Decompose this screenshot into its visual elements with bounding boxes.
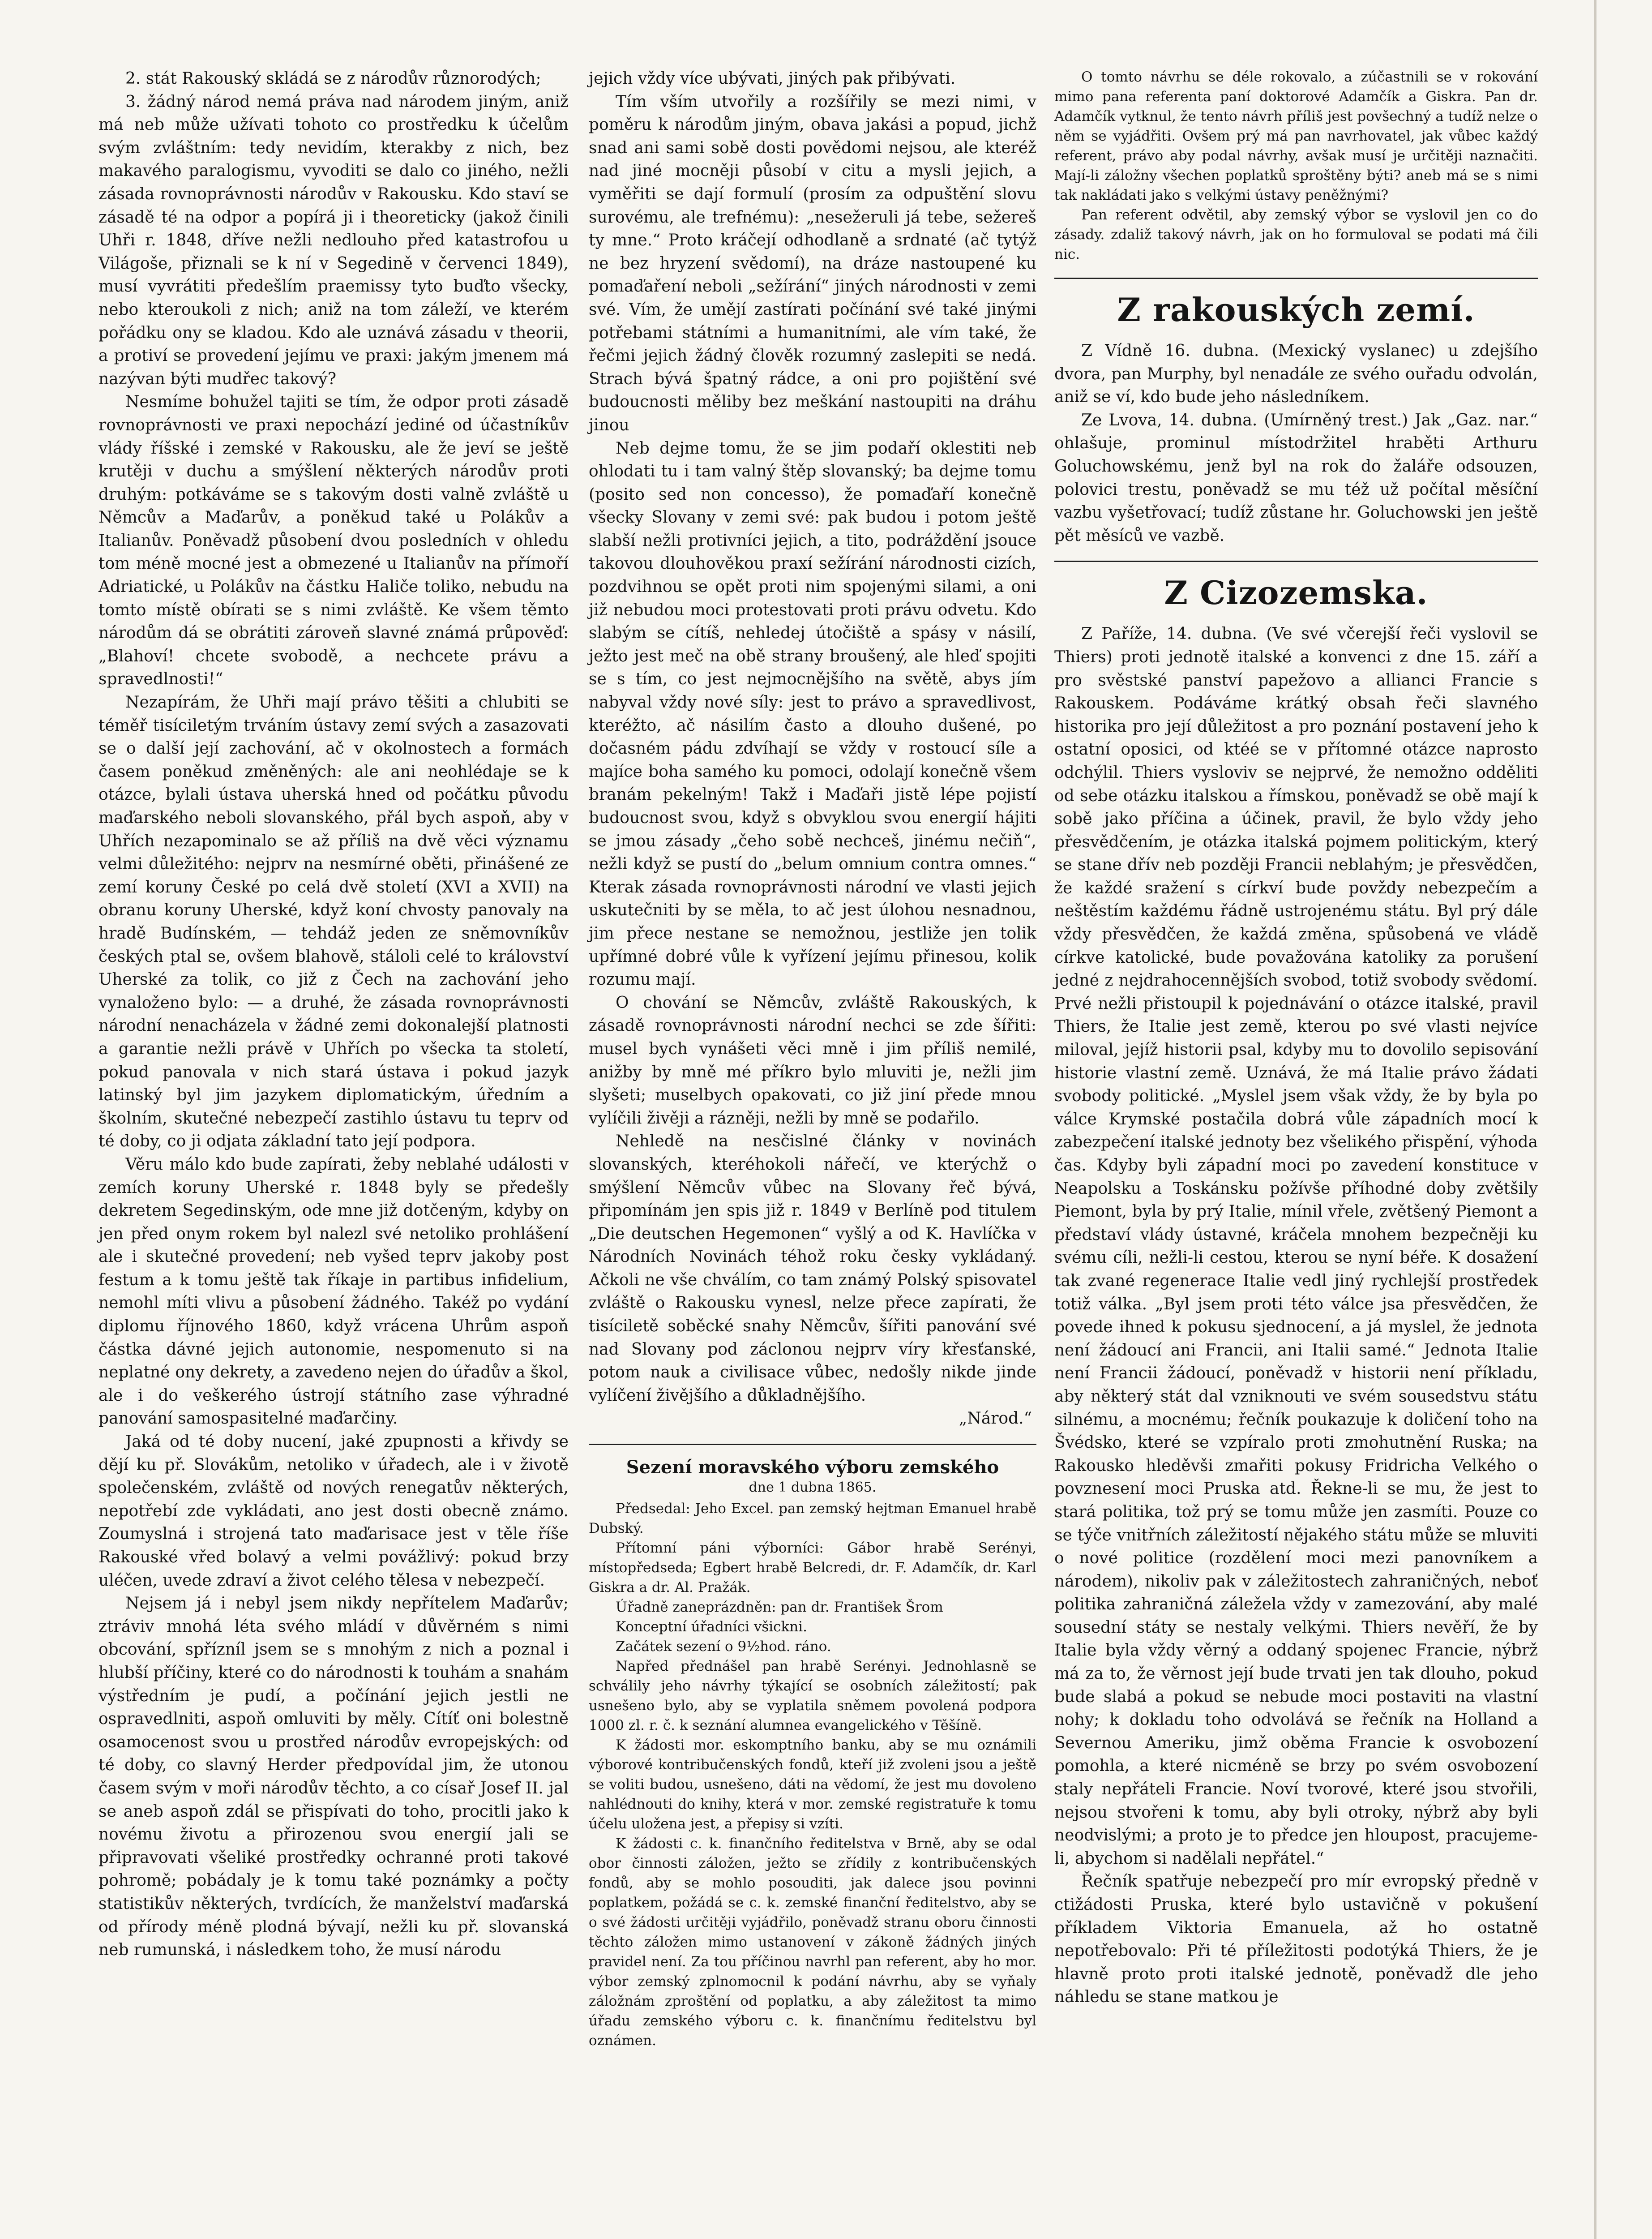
- paragraph: O chování se Němcův, zvláště Rakouských, k zásadě rovnoprávnosti národní nechci se zde šířiti: musel bych vynášeti věci mně i jim příliš nemilé, anižby by mně mé příkro bylo mluviti je, nežli jim slyšeti; muselbych opakovati, co již jiní přede mnou vylíčili živěji a rázněji, nežli by mně se podařilo.: [589, 993, 1036, 1128]
- paragraph: Začátek sezení o 9½hod. ráno.: [616, 1639, 831, 1655]
- paragraph: Přítomní páni výborníci: Gábor hrabě Serényi, místopředseda; Egbert hrabě Belcredi, dr. F. Adamčík, dr. Karl Giskra a dr. Al. Pražák.: [589, 1540, 1036, 1596]
- article-signature: „Národ.“: [959, 1409, 1032, 1428]
- paragraph: Jaká od té doby nucení, jaké zpupnosti a křivdy se dějí ku př. Slovákům, netoliko v úřadech, ale i v životě společenském, zvláště od nových renegatův některých, nepotřebí zde vykládati, ano jest dosti obecně známo. Zoumyslná i strojená tato maďarisace jest v těle říše Rakouské vřed bolavý a velmi povážlivý: pokud brzy uléčen, uvede zdraví a život celého tělesa v nebezpečí.: [98, 1433, 569, 1590]
- column-1: [98, 67, 569, 1962]
- paragraph: Ze Lvova, 14. dubna. (Umírněný trest.) Jak „Gaz. nar.“ ohlašuje, prominul místodržitel hraběti Arthuru Goluchowskému, jenž byl na rok do žaláře odsouzen, polovici trestu, poněvadž se mu též už počítal měsíční vazbu vyšetřovací; tudíž zůstane hr. Goluchowski jen ještě pět měsíců ve vazbě.: [1054, 411, 1538, 545]
- column-2: [589, 67, 1036, 2050]
- paragraph: Neb dejme tomu, že se jim podaří oklestiti neb ohlodati tu i tam valný štěp slovanský; ba dejme tomu (posito sed non concesso), že pomaďaří konečně všecky Slovany v zemi své: pak budou i potom ještě slabší nežli protivníci jejich, a tito, podráždění jsouce takovou dlouhověkou praxí sežírání národnosti cizích, pozdvihnou se opět proti nim spojenými silami, a oni již nebudou moci protestovati proti právu odvetu. Kdo slabým se cítíš, nehledej útočiště a spásy v násilí, ježto jest meč na obě strany broušený, ale hleď spojiti se s tím, co jest nejmocnějšího na světě, abys jím nabyval vždy nové síly: jest to právo a spravedlivost, kteréžto, ač násilím často a dlouho dušené, po dočasném pádu zdvíhají se vždy v rostoucí síle a majíce boha samého ku pomoci, odolají konečně všem branám pekelným! Takž i Maďaři jistě lépe pojistí budoucnost svou, když s obvyklou svou energií hájiti se jmou zásady „čeho sobě nechceš, jinému nečiň“, nežli když se pustí do „belum omnium contra omnes.“ Kterak zásada rovnoprávnosti národní ve vlasti jejich uskutečniti by se měla, to ač jest úlohou nesnadnou, jim přece nestane se nemožnou, jestliže jen tolik upřímné dobré vůle k vyřízení jejímu přinesou, kolik rozumu mají.: [589, 439, 1036, 989]
- paragraph: Nezapírám, že Uhři mají právo těšiti a chlubiti se téměř tisíciletým trváním ústavy zemí svých a zasazovati se o další její zachování, ač v okolnostech a formách časem poněkud změněných: ale ani neohlédaje se k otázce, bylali ústava uherská hned od počátku původu maďarského neboli slovanského, přál bych aspoň, aby v Uhřích nezapominalo se až příliš na dvě věci významu velmi důležitého: nejprv na nesmírné oběti, přinášené ze zemí koruny České po celá dvě století (XVI a XVII) na obranu koruny Uherské, když koní chvosty panovaly na hradě Budínském, — tehdáž jeden ze sněmovníkův českých ptal se, ovšem blahově, stáloli celé to království Uherské za tolik, co již z Čech na zachování jeho vynaloženo bylo: — a druhé, že zásada rovnoprávnosti národní nenacházela v žádné zemi dokonalejší platnosti a garantie nežli právě v Uhřích po všecka ta století, pokud panovala v nich stará ústava i pokud jazyk latinský byl jim jazykem diplomatickým, úředním a školním, skutečné nebezpečí zastihlo ústavu tu teprv od té doby, co ji odjata základní tato její podpora.: [98, 693, 569, 1151]
- paragraph: Nehledě na nesčislné články v novinách slovanských, kteréhokoli nářečí, ve kterýchž o smýšlení Němcův vůbec na Slovany řeč bývá, připomínám jen spis již r. 1849 v Berlíně pod titulem „Die deutschen Hegemonen“ vyšlý a od K. Havlíčka v Národních Novinách téhož roku česky vykládaný. Ačkoli ne vše chválím, co tam známý Polský spisovatel zvláště o Rakousku vynesl, nelze přece zapírati, že tisíciletě soběcké snahy Němcův, šířiti panování své nad Slovany pod záclonou nejprv víry křesťanské, potom nauk a civilisace vůbec, nedošly nikde jinde vylíčení živějšího a důkladnějšího.: [589, 1132, 1036, 1405]
- page-edge: [1594, 0, 1596, 2239]
- section-divider: [1054, 278, 1538, 279]
- section-divider: [589, 1444, 1036, 1445]
- paragraph: 3. žádný národ nemá práva nad národem jiným, aniž má neb může užívati tohoto co prostředku k účelům svým zvláštním: tedy nevidím, kterakby z nich, bez makavého paralogismu, vyvoditi se dalo co jiného, nežli zásada rovnoprávnosti národův v Rakousku. Kdo staví se zásadě té na odpor a popírá ji i theoreticky (jakož činili Uhři r. 1848, dříve nežli nedlouho před katastrofou u Világoše, přiznali se k ní v Segedině v červenci 1849), musí vyvrátiti předešlím praemissy tyto buďto všecky, nebo kteroukoli z nich; aniž na tom záleží, ve kterém pořádku ony se kladou. Kdo ale uznává zásadu v theorii, a protiví se provedení jejímu ve praxi: jakým jmenem má nazývan býti mudřec takový?: [98, 92, 569, 388]
- paragraph: Úřadně zaneprázdněn: pan dr. František Šrom: [616, 1599, 943, 1616]
- paragraph: jejich vždy více ubývati, jiných pak přibývati.: [589, 69, 956, 88]
- report-title: Sezení moravského výboru zemského: [626, 1457, 999, 1478]
- paragraph: Předsedal: Jeho Excel. pan zemský hejtman Emanuel hrabě Dubský.: [589, 1501, 1036, 1537]
- paragraph: Napřed přednášel pan hrabě Serényi. Jednohlasně se schválily jeho návrhy týkající se osobních záležitostí; pak usnešeno bylo, aby se vyplatila sněmem povolená podpora 1000 zl. r. č. k seznání alumnea evangelického v Těšíně.: [589, 1658, 1036, 1734]
- paragraph: Z Paříže, 14. dubna. (Ve své včerejší řeči vyslovil se Thiers) proti jednotě italské a konvenci z dne 15. září a pro svěstské panství papežovo a allianci Francie s Rakouskem. Podáváme krátký obsah řeči slavného historika pro její důležitost a pro poznání postavení jeho k ostatní oposici, od ktéé se v přítomné otázce naprosto odchýlil. Thiers vysloviv se nejprvé, že nemožno odděliti od sebe otázku italskou a římskou, poněvadž se obě mají k sobě jako příčina a účinek, pravil, že bylo vždy jeho přesvědčením, je otázka italská pojmem politickým, který se stane dřív neb později Francii neblahým; je přesvědčen, že každé sražení s církví bude povždy nebezpečím a neštěstím každému řádně ustrojenému státu. Byl prý dále vždy přesvědčen, že každá změna, spůsobená ve vládě církve katolické, bude považována katoliky za porušení jedné z nejdrahocennějších svobod, totiž svobody svědomí. Prvé nežli přistoupil k pojednávání o otázce italské, pravil Thiers, že Italie jest země, kterou po své vlasti nejvíce miloval, jejíž historii psal, kdyby mu to dovolilo sepisování historie vlastní země. Uznává, že má Italie právo žádati svobody politické. „Myslel jsem však vždy, že by byla po válce Krymské postačila dobrá vůle západních mocí k zabezpečení italské jednoty bez všelikého přispění, výhoda čas. Kdyby byli západní moci po zavedení konstituce v Neapolsku a Toskánsku požívše příhodné doby zvětšily Piemont, byla by prý Italie, mínil vřele, zvětšený Piemont a představí vlády ústavné, kráčela mnohem bezpečněji ku svému cíli, nežli-li cestou, kterou se nyní béře. K dosažení tak zvané regenerace Italie vedl jiný rychlejší prostředek totiž válka. „Byl jsem proti této válce jsa přesvědčen, že povede ihned k pokusu sjednocení, a já myslel, že jednota není žádoucí ani Francii, ani Italii samé.“ Jednota Italie není Francii žádoucí, poněvadž v historii není příkladu, aby některý stát dal vzniknouti ve svém sousedstvu státu silnému, a mocnému; řečník poukazuje k doličení toho na Švédsko, které se vzpíralo proti zmohutnění Ruska; na Rakousko hleděvši zmařiti pokusy Fridricha Velkého o povznesení moci Pruska atd. Řekne-li se mu, že jest to stará politika, tož prý se tomu může jen zasmíti. Pouze co se týče vnitřních záležitostí nějakého státu může se mluviti o nové politice (rozdělení moci mezi panovníkem a národem), nikoliv pak v záležitostech zahraničných, neboť politika zahraničná záležela vždy v zamezování, aby malé sousední státy se nestaly velkými. Thiers nevěří, že by Italie byla vždy věrný a oddaný spojenec Francie, nýbrž má za to, že věrnost její bude trvati jen tak dlouho, pokud bude slabá a pokud se nebude moci postaviti na vlastní nohy; k dokladu toho odvolává se řečník na Holland a Severnou Ameriku, jimž oběma Francie k osvobození pomohla, a které nicméně se brzy po svém osvobození staly nepřáteli Francie. Noví tvorové, které jsou stvořili, nejsou stvořeni k tomu, aby byli otroky, nýbrž aby byli neodvislými; a proto je to předce jen hloupost, pracujeme-li, abychom si nadělali nepřátel.“: [1054, 625, 1538, 1868]
- section-title: Z Cizozemska.: [1164, 574, 1428, 612]
- section-title: Z rakouských zemí.: [1117, 291, 1475, 329]
- paragraph: Konceptní úřadníci všickni.: [616, 1619, 808, 1635]
- paragraph: Nejsem já i nebyl jsem nikdy nepřítelem Maďarův; ztráviv mnohá léta svého mládí v důvěrném s nimi obcování, spřízníl jsem se s mnohým z nich a poznal i hlubší příčiny, které co do národnosti k touhám a snahám výstředním je pudí, a počínání jejich jestli ne ospravedlniti, aspoň omluviti by měly. Cítíť oni bolestně osamocenost svou u prostřed národův evropejských: od té doby, co slavný Herder předpovídal jim, že utonou časem svým v moři národův těchto, a co císař Josef II. jal se aneb aspoň zdál se přispívati do toho, procitli jako k novému životu a přirozenou svou energií jali se připravovati všeliké prostředky ochranné proti takové pohromě; pobádaly je k tomu také poznámky a počty statistikův některých, tvrdících, že manželství maďarská od přírody méně plodná bývají, nežli ku př. slovanská neb rumunská, i následkem toho, že musí národu: [98, 1594, 569, 1960]
- paragraph: Nesmíme bohužel tajiti se tím, že odpor proti zásadě rovnoprávnosti ve praxi nepochází jediné od účastníkův vlády říšské i zemské v Rakousku, ale že jeví se ještě krutěji v duchu a smýšlení některých národův proti druhým: potkáváme se s takovým dosti valně zvláště u Němcův a Maďarův, a poněkud také u Polákův a Italianův. Poněvadž působení dvou posledních v ohledu tom méně mocné jest a obmezené u Italianův na přímoří Adriatické, u Polákův na částku Haliče toliko, nebudu na tomto místě obírati se s nimi zvláště. Ke všem těmto národům dá se obrátiti zároveň slavné známá průpověď: „Blahoví! chcete svobodě, a nechcete právu a spravedlnosti!“: [98, 393, 569, 689]
- column-3: [1054, 67, 1538, 2009]
- paragraph: Pan referent odvětil, aby zemský výbor se vyslovil jen co do zásady. zdaliž takový návrh, jak on ho formuloval se podati má čili nic.: [1054, 207, 1538, 262]
- paragraph: Věru málo kdo bude zapírati, žeby neblahé události v zemích koruny Uherské r. 1848 byly se předešly dekretem Segedinským, ode mne již dotčeným, kdyby on jen před onym rokem byl nalezl své netoliko prohlášení ale i skutečné provedení; neb vyšed teprv jakoby post festum a k tomu ještě tak říkaje in partibus infidelium, nemohl míti vlivu a působení žádného. Takéž po vydání diplomu říjnového 1860, když vrácena Uhrům aspoň částka dávné jejich autonomie, nespomenuto si na neplatné ony dekrety, a zavedeno nejen do úřadův a škol, ale i do veškerého ústrojí státního zase výhradné panování samospasitelné maďarčiny.: [98, 1155, 569, 1428]
- council-report: [589, 1457, 1036, 2050]
- paragraph: 2. stát Rakouský skládá se z národův různorodých;: [125, 69, 541, 88]
- section-divider: [1054, 561, 1538, 562]
- report-date: dne 1 dubna 1865.: [749, 1480, 877, 1496]
- paragraph: O tomto návrhu se déle rokovalo, a zúčastnili se v rokování mimo pana referenta paní doktorové Adamčík a Giskra. Pan dr. Adamčík vytknul, že tento návrh příliš jest povšechný a tudíž nelze o něm se vyjádřiti. Ovšem prý má pan navrhovatel, jak vůbec každý referent, právo aby podal návrhy, avšak musí je určitěji naznačiti. Mají-li záložny všechen poplatků sproštěny býti? aneb má se s nimi tak nakládati jako s velkými ústavy peněžnými?: [1054, 69, 1538, 203]
- paragraph: Řečník spatřuje nebezpečí pro mír evropský předně v ctižádosti Pruska, které bylo ustavičně v pokušení příkladem Viktoria Emanuela, až ho ostatně nepotřebovalo: Při té příležitosti podotýká Thiers, že je hlavně proto proti italské jednotě, poněvadž dle jeho náhledu se stane matkou je: [1054, 1872, 1538, 2007]
- paragraph: Tím vším utvořily a rozšířily se mezi nimi, v poměru k národům jiným, obava jakási a popud, jichž snad ani sami sobě dosti povědomi nejsou, ale kteréž nad jiné mocněji působí v citu a mysli jejich, a vyměřiti se dají formulí (prosím za odpuštění slovu surovému, ale trefnému): „nesežeruli já tebe, sežereš ty mne.“ Proto kráčejí odhodlaně a srdnaté (ač tytýž ne bez hryzení svědomí), na dráze nastoupené ku pomaďaření neboli „sežírání“ jiných národnosti v zemi své. Vím, že umějí zastírati počínání své také jinými potřebami státními a humanitními, ale vím také, že řečmi jejich žádný člověk rozumný zaslepiti se nedá. Strach bývá špatný rádce, a oni pro pojištění své budoucnosti měliby bez meškání nastoupiti na dráhu jinou: [589, 92, 1036, 434]
- paragraph: K žádosti c. k. finančního ředitelstva v Brně, aby se odal obor činnosti záložen, ježto se zřídily z kontribučenských fondů, aby se mohlo posouditi, jak dalece jsou povinni poplatkem, požádá se c. k. zemské finanční ředitelstvo, aby se o své žádosti určitěji vyjádřilo, poněvadž stranu oboru činnosti těchto záložen mimo ustanovení v zákoně žádných jiných pravidel není. Za tou příčinou navrhl pan referent, aby ho mor. výbor zemský zplnomocnil k podání návrhu, aby se vyňaly záložnám zproštění od poplatku, a aby záležitost ta mimo úřadu zemského výboru c. k. finančnímu ředitelstvu byl oznámen.: [589, 1836, 1036, 2049]
- paragraph: Z Vídně 16. dubna. (Mexický vyslanec) u zdejšího dvora, pan Murphy, byl nenadále ze svého ouřadu odvolán, aniž se ví, kdo bude jeho následníkem.: [1054, 342, 1538, 407]
- paragraph: K žádosti mor. eskomptního banku, aby se mu oznámili výborové kontribučenských fondů, kteří již zvoleni jsou a ještě se voliti budou, usnešeno, dáti na vědomí, že jest mu dovoleno nahlédnouti do knihy, která v mor. zemské registratuře k tomu účelu uložena jest, a přepisy si vzíti.: [589, 1737, 1036, 1832]
